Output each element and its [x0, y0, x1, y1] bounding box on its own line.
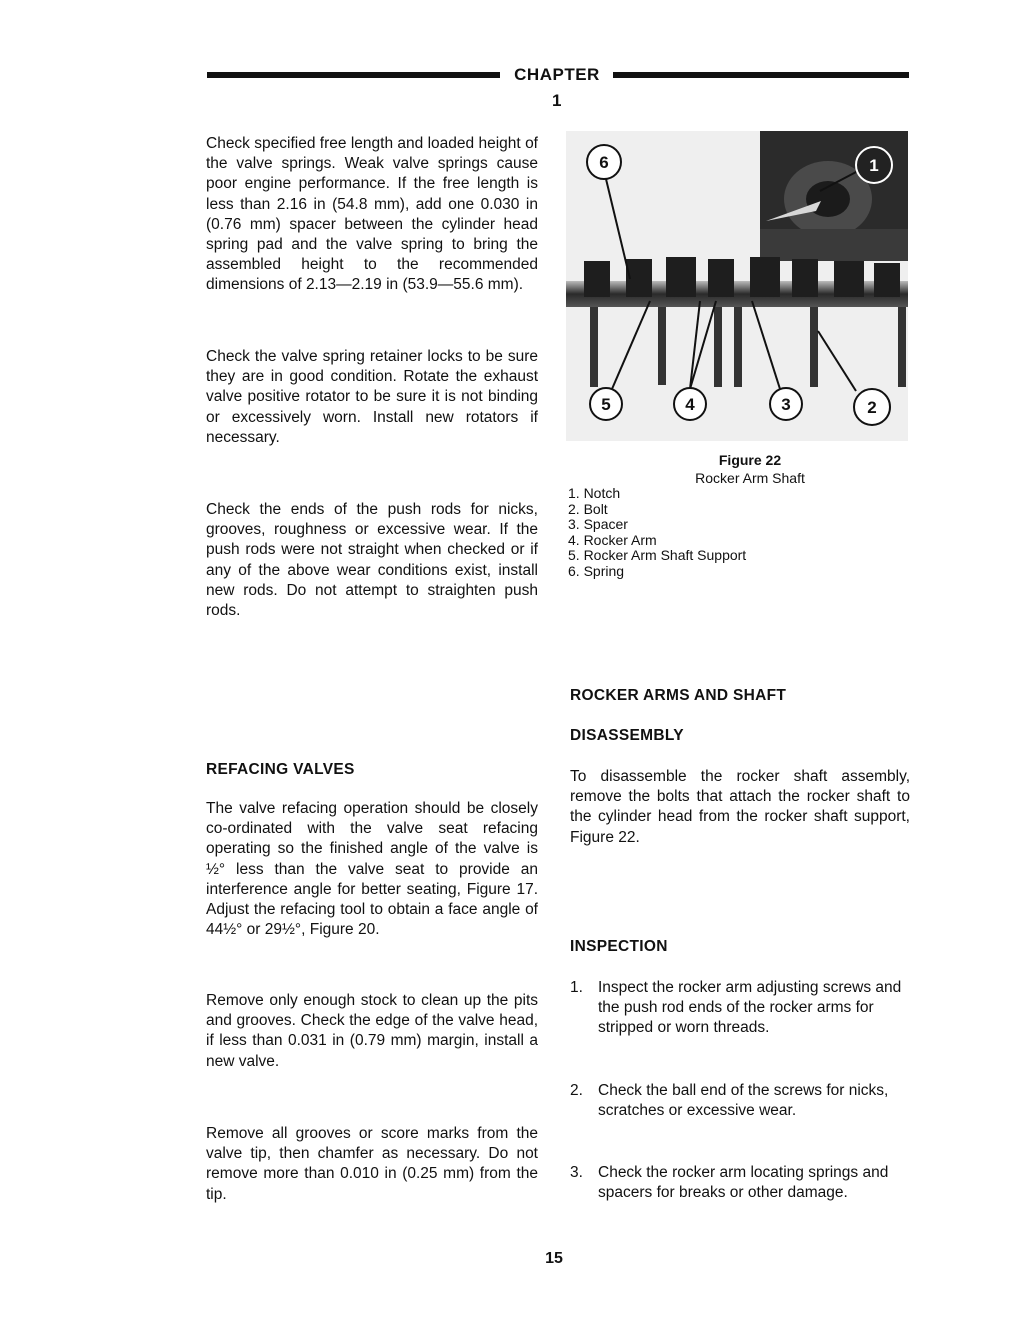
page-number: 15 — [545, 1250, 563, 1267]
heading-refacing-valves: REFACING VALVES — [206, 761, 355, 778]
heading-rocker-arms-shaft: ROCKER ARMS AND SHAFT — [570, 687, 787, 704]
rocker-arm-shaft-photo — [566, 131, 908, 441]
legend-item: 6. Spring — [568, 562, 625, 579]
paragraph-refacing-operation: The valve refacing operation should be closely co-ordinated with the valve seat refacing operating so the finished angle of the valve is ½° less than the valve seat to provide an interference angle for better seating, Figure 17. Adjust the refacing tool to obtain a face angle of 44½° or 29½°, Figure 20. — [206, 800, 538, 939]
inspection-item-text: Inspect the rocker arm adjusting screws and the push rod ends of the rocker arms for stripped or worn threads. — [598, 979, 902, 1037]
inspection-item-number: 3. — [570, 1164, 583, 1181]
legend-item: 3. Spacer — [568, 516, 628, 532]
inspection-item-number: 2. — [570, 1082, 583, 1099]
legend-item: 4. Rocker Arm — [568, 531, 657, 548]
callout-6: 6 — [599, 153, 609, 172]
paragraph-valve-springs: Check specified free length and loaded height of the valve springs. Weak valve springs cause poor engine performance. If the free length is less than 2.16 in (54.8 mm), add one 0.030 in (0.76 mm) spacer between the cylinder head spring pad and the valve spring to bring the assembled height to the recommended dimensions of 2.13—2.19 in (53.9—55.6 mm). — [206, 135, 538, 294]
figure-subtitle: Rocker Arm Shaft — [695, 470, 805, 486]
inspection-item-number: 1. — [570, 979, 583, 996]
legend-item: 5. Rocker Arm Shaft Support — [568, 547, 747, 563]
heading-inspection: INSPECTION — [570, 938, 668, 955]
callout-5: 5 — [601, 395, 611, 414]
callout-1: 1 — [869, 156, 879, 175]
paragraph-remove-stock: Remove only enough stock to clean up the pits and grooves. Check the edge of the valve head, if less than 0.031 in (0.79 mm) margin, install a new valve. — [206, 992, 538, 1070]
inspection-item-text: Check the rocker arm locating springs and spacers for breaks or other damage. — [598, 1164, 889, 1202]
paragraph-push-rods: Check the ends of the push rods for nicks, grooves, roughness or excessive wear. If the push rods were not straight when checked or if any of the above wear conditions exist, install new rods. Do not attempt to straighten push rods. — [206, 501, 538, 620]
chapter-title: CHAPTER 1 — [514, 65, 600, 110]
paragraph-valve-tip: Remove all grooves or score marks from the valve tip, then chamfer as necessary. Do not remove more than 0.010 in (0.25 mm) from the tip. — [206, 1125, 538, 1203]
header-rule-left — [207, 72, 500, 78]
legend-item: 2. Bolt — [568, 500, 608, 517]
header-rule-right — [613, 72, 909, 78]
chapter-header — [207, 62, 909, 110]
paragraph-retainer-locks: Check the valve spring retainer locks to be sure they are in good condition. Rotate the exhaust valve positive rotator to be sure it is not binding or excessively worn. Install new rotators if necessary. — [206, 348, 538, 446]
paragraph-disassembly: To disassemble the rocker shaft assembly, remove the bolts that attach the rocker shaft to the cylinder head from the rocker shaft support, Figure 22. — [570, 768, 910, 846]
rocker-arm-shaft-illustration — [566, 131, 908, 441]
legend-item: 1. Notch — [568, 485, 621, 501]
inspection-item-text: Check the ball end of the screws for nicks, scratches or excessive wear. — [598, 1082, 889, 1120]
heading-disassembly: DISASSEMBLY — [570, 727, 684, 744]
callout-3: 3 — [781, 395, 791, 414]
callout-4: 4 — [685, 395, 695, 414]
callout-2: 2 — [867, 398, 877, 417]
figure-title: Figure 22 — [718, 452, 782, 468]
figure-legend — [568, 486, 746, 579]
